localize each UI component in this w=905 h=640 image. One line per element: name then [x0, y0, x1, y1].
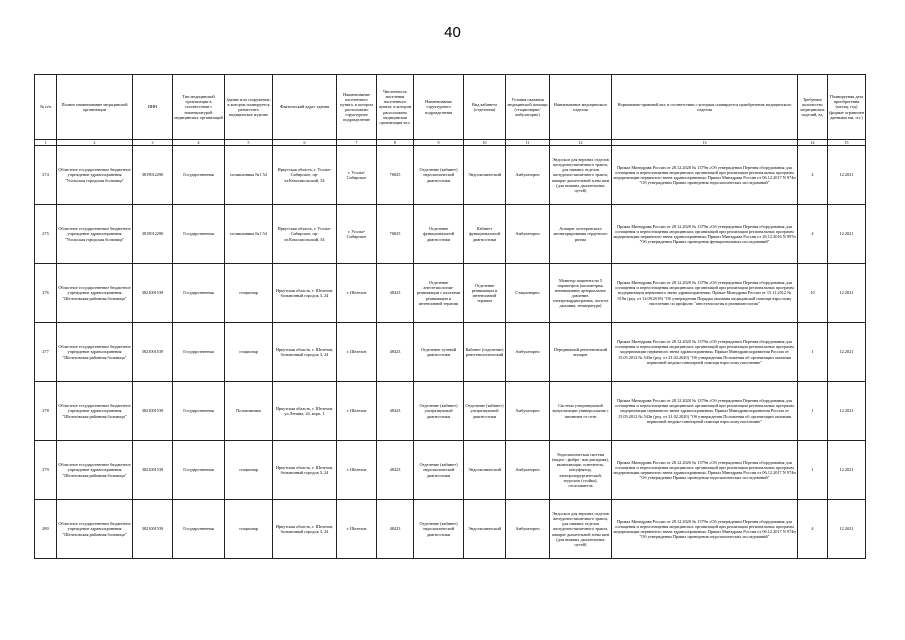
settlement: г. Усолье-Сибирское: [337, 205, 377, 264]
purchase-date: 12.2021: [828, 323, 866, 382]
table-row: [35, 323, 866, 382]
device-name: Эндоскоп для верхних отделов желудочно-кишечного тракта, для нижних отделов желудочно-кишечного тракта, аппарат дыхательной зоны шеи (для нижних дыхательных путей): [550, 500, 612, 559]
care-conditions: Амбулаторно: [506, 441, 550, 500]
column-number: 12: [550, 140, 612, 146]
table-row: [35, 500, 866, 559]
structural-unit: Отделение функциональной диагностики: [414, 205, 464, 264]
inn: 3821001539: [133, 382, 173, 441]
column-number: 9: [414, 140, 464, 146]
cabinet-type: Кабинет функциональной диагностики: [464, 205, 506, 264]
header-cell: Планируемая дата приобретения (месяц, год) (формат ограничен данными мм. ггг.): [828, 75, 866, 140]
purchase-date: 12.2021: [828, 264, 866, 323]
population: 76825: [377, 146, 414, 205]
header-cell: Вид кабинета (отделения): [464, 75, 506, 140]
row-number: 278: [35, 382, 57, 441]
legal-act: Приказ Минздрава России от 28.12.2020 № 1379н «Об утверждении Перечня оборудования для оснащения и переоснащения медицинских организаций при реализации региональных программ модернизации первичного звена здравоохранения» Приказ Минздравсоцразвития России от 15.05.2012 № 543н (ред. от 21.02.2020) "Об утверждении Положения об организации оказания первичной медико-санитарной помощи взрослому населению": [612, 323, 798, 382]
header-cell: Здание или сооружение, в котором планируется разместить медицинское изделие: [225, 75, 273, 140]
address: Иркутская область, г. Усолье-Сибирское, пр-кт.Комсомольский, 54: [273, 146, 337, 205]
quantity: 4: [798, 205, 828, 264]
cabinet-type: Эндоскопический: [464, 441, 506, 500]
care-conditions: Амбулаторно: [506, 323, 550, 382]
building: стационар: [225, 323, 273, 382]
column-number: 14: [798, 140, 828, 146]
legal-act: Приказ Минздрава России от 28.12.2020 № 1379н «Об утверждении Перечня оборудования для оснащения и переоснащения медицинских организаций при реализации региональных программ модернизации первичного звена здравоохранения» Приказ Минздравсоцразвития России от 15.05.2012 № 543н (ред. от 21.02.2020) "Об утверждении Положения об организации оказания первичной медико-санитарной помощи взрослому населению": [612, 382, 798, 441]
population: 48423: [377, 441, 414, 500]
structural-unit: Отделение (кабинет) эндоскопической диагностики: [414, 441, 464, 500]
settlement: г. Шелехов: [337, 264, 377, 323]
column-number: 6: [273, 140, 337, 146]
header-cell: Нормативно-правовой акт, в соответствии с которым планируется приобретение медицинского изделия: [612, 75, 798, 140]
device-name: Эндоскоп для верхних отделов желудочно-кишечного тракта, для нижних отделов желудочно-кишечного тракта, аппарат дыхательной зоны шеи (для нижних дыхательных путей): [550, 146, 612, 205]
equipment-register-table: [34, 74, 866, 559]
organization-name: Областное государственное бюджетное учреждение здравоохранения "Шелеховская районная больница": [57, 323, 133, 382]
organization-type: Государственная: [173, 264, 225, 323]
header-row: [35, 75, 866, 140]
quantity: 1: [798, 323, 828, 382]
row-number: 277: [35, 323, 57, 382]
building: поликлиника №1 54: [225, 205, 273, 264]
structural-unit: Отделение лучевой диагностики: [414, 323, 464, 382]
row-number: 274: [35, 146, 57, 205]
inn: 3819012290: [133, 146, 173, 205]
quantity: 2: [798, 146, 828, 205]
header-cell: Тип медицинской организации в соответствии с номенклатурой медицинских организаций: [173, 75, 225, 140]
cabinet-type: Отделение (кабинет) ультразвуковой диагностики: [464, 382, 506, 441]
purchase-date: 12.2021: [828, 205, 866, 264]
organization-type: Государственная: [173, 500, 225, 559]
column-number: 2: [57, 140, 133, 146]
address: Иркутская область, г. Шелехов, больничный городок 3, 24: [273, 441, 337, 500]
column-number: 8: [377, 140, 414, 146]
header-cell: ИНН: [133, 75, 173, 140]
care-conditions: Стационарно: [506, 264, 550, 323]
address: Иркутская область, г. Усолье-Сибирское, пр-кт.Комсомольский, 54: [273, 205, 337, 264]
header-cell: Численность населения населенного пункта, в котором расположена медицинская организация чел.: [377, 75, 414, 140]
structural-unit: Отделение (кабинет) ультразвуковой диагностики: [414, 382, 464, 441]
header-cell: Условия оказания медицинской помощи (стационарно/амбулаторно): [506, 75, 550, 140]
building: стационар: [225, 500, 273, 559]
column-number: 11: [506, 140, 550, 146]
page-number: 40: [444, 24, 461, 41]
column-number: 10: [464, 140, 506, 146]
purchase-date: 12.2021: [828, 146, 866, 205]
structural-unit: Отделение анестезиологии-реанимации с палатами реанимации и интенсивной терапии: [414, 264, 464, 323]
organization-name: Областное государственное бюджетное учреждение здравоохранения "Усольская городская больница": [57, 205, 133, 264]
purchase-date: 12.2021: [828, 441, 866, 500]
address: Иркутская область, г. Шелехов, больничный городок 3, 24: [273, 323, 337, 382]
cabinet-type: Эндоскопический: [464, 500, 506, 559]
purchase-date: 12.2021: [828, 500, 866, 559]
table-row: [35, 264, 866, 323]
building: Поликлиника: [225, 382, 273, 441]
table-row: [35, 441, 866, 500]
legal-act: Приказ Минздрава России от 28.12.2020 № 1379н «Об утверждении Перечня оборудования для оснащения и переоснащения медицинских организаций при реализации региональных программ модернизации первичного звена здравоохранения» Приказ Минздрава России от 06.12.2017 N 974н "Об утверждении Правил проведения эндоскопических исследований": [612, 146, 798, 205]
quantity: 1: [798, 441, 828, 500]
building: стационар: [225, 264, 273, 323]
device-name: Монитор пациента на 5 параметров (оксиметрия, неинвазивное артериальное давление, электрокардиограмма, частота дыхания, температура): [550, 264, 612, 323]
cabinet-type: Отделение реанимации и интенсивной терапии: [464, 264, 506, 323]
care-conditions: Амбулаторно: [506, 205, 550, 264]
table-row: [35, 146, 866, 205]
population: 48423: [377, 500, 414, 559]
header-cell: Требуемое количество медицинских изделий, ед.: [798, 75, 828, 140]
structural-unit: Отделение (кабинет) эндоскопической диагностики: [414, 500, 464, 559]
column-number: 4: [173, 140, 225, 146]
cabinet-type: Кабинет (отделение) рентгенологический: [464, 323, 506, 382]
row-number: 275: [35, 205, 57, 264]
inn: 3821001539: [133, 441, 173, 500]
device-name: Система ультразвуковой визуализации универсальная с питанием от сети: [550, 382, 612, 441]
inn: 3821001539: [133, 500, 173, 559]
column-number: 7: [337, 140, 377, 146]
column-number: 15: [828, 140, 866, 146]
settlement: г. Усолье-Сибирское: [337, 146, 377, 205]
population: 76825: [377, 205, 414, 264]
organization-type: Государственная: [173, 382, 225, 441]
address: Иркутская область, г. Шелехов, ул.Ленина, 24, корп. 1: [273, 382, 337, 441]
row-number: 276: [35, 264, 57, 323]
organization-type: Государственная: [173, 205, 225, 264]
header-cell: Наименование населенного пункта, в котором расположено структурное подразделение: [337, 75, 377, 140]
quantity: 10: [798, 264, 828, 323]
settlement: г. Шелехов: [337, 382, 377, 441]
address: Иркутская область, г. Шелехов, больничный городок 3, 24: [273, 264, 337, 323]
header-cell: Фактический адрес здания: [273, 75, 337, 140]
legal-act: Приказ Минздрава России от 28.12.2020 № 1379н «Об утверждении Перечня оборудования для оснащения и переоснащения медицинских организаций при реализации региональных программ модернизации первичного звена здравоохранения» Приказ Минздрава России от 26.12.2016 N 997н "Об утверждении Правил проведения функциональных исследований": [612, 205, 798, 264]
population: 48423: [377, 264, 414, 323]
building: поликлиника №1 54: [225, 146, 273, 205]
legal-act: Приказ Минздрава России от 28.12.2020 № 1379н «Об утверждении Перечня оборудования для оснащения и переоснащения медицинских организаций при реализации региональных программ модернизации первичного звена здравоохранения» Приказ Минздрава России от 15.11.2012 № 919н (ред. от 14.09.2018) "Об утверждении Порядка оказания медицинской помощи взрослому населению по профилю "анестезиология и реаниматология": [612, 264, 798, 323]
legal-act: Приказ Минздрава России от 28.12.2020 № 1379н «Об утверждении Перечня оборудования для оснащения и переоснащения медицинских организаций при реализации региональных программ модернизации первичного звена здравоохранения» Приказ Минздрава России от 06.12.2017 N 974н "Об утверждении Правил проведения эндоскопических исследований": [612, 441, 798, 500]
header-cell: Полное наименование медицинской организации: [57, 75, 133, 140]
header-cell: № п/п: [35, 75, 57, 140]
organization-name: Областное государственное бюджетное учреждение здравоохранения "Шелеховская районная больница": [57, 500, 133, 559]
organization-type: Государственная: [173, 323, 225, 382]
organization-type: Государственная: [173, 146, 225, 205]
cabinet-type: Эндоскопический: [464, 146, 506, 205]
device-name: Передвижной рентгеновский аппарат: [550, 323, 612, 382]
population: 48423: [377, 382, 414, 441]
table-body: [35, 146, 866, 559]
quantity: 4: [798, 500, 828, 559]
device-name: Аппарат холтеровского мониторирования сердечного ритма: [550, 205, 612, 264]
organization-name: Областное государственное бюджетное учреждение здравоохранения "Шелеховская районная больница": [57, 382, 133, 441]
table-row: [35, 205, 866, 264]
settlement: г. Шелехов: [337, 500, 377, 559]
structural-unit: Отделение (кабинет) эндоскопической диагностики: [414, 146, 464, 205]
table-row: [35, 382, 866, 441]
organization-type: Государственная: [173, 441, 225, 500]
column-number: 13: [612, 140, 798, 146]
column-number: 3: [133, 140, 173, 146]
building: стационар: [225, 441, 273, 500]
population: 48423: [377, 323, 414, 382]
column-number: 5: [225, 140, 273, 146]
care-conditions: Амбулаторно: [506, 382, 550, 441]
inn: 3821001539: [133, 323, 173, 382]
header-cell: Наименование структурного подразделения: [414, 75, 464, 140]
care-conditions: Амбулаторно: [506, 500, 550, 559]
row-number: 279: [35, 441, 57, 500]
column-number: 1: [35, 140, 57, 146]
settlement: г. Шелехов: [337, 441, 377, 500]
inn: 3819012290: [133, 205, 173, 264]
address: Иркутская область, г. Шелехов, больничный городок 3, 24: [273, 500, 337, 559]
inn: 3821001539: [133, 264, 173, 323]
organization-name: Областное государственное бюджетное учреждение здравоохранения "Шелеховская районная больница": [57, 264, 133, 323]
device-name: Эндоскопическая система (видео-, фибро- или ригидная), включающая: осветитель, инсуфлятор, электрохирургический, эндоскоп (стойка), отсасыватель: [550, 441, 612, 500]
purchase-date: 12.2021: [828, 382, 866, 441]
legal-act: Приказ Минздрава России от 28.12.2020 № 1379н «Об утверждении Перечня оборудования для оснащения и переоснащения медицинских организаций при реализации региональных программ модернизации первичного звена здравоохранения» Приказ Минздрава России от 06.12.2017 N 974н "Об утверждении Правил проведения эндоскопических исследований": [612, 500, 798, 559]
header-cell: Наименование медицинского изделия: [550, 75, 612, 140]
organization-name: Областное государственное бюджетное учреждение здравоохранения "Шелеховская районная больница": [57, 441, 133, 500]
care-conditions: Амбулаторно: [506, 146, 550, 205]
quantity: 1: [798, 382, 828, 441]
settlement: г. Шелехов: [337, 323, 377, 382]
row-number: 280: [35, 500, 57, 559]
organization-name: Областное государственное бюджетное учреждение здравоохранения "Усольская городская больница": [57, 146, 133, 205]
